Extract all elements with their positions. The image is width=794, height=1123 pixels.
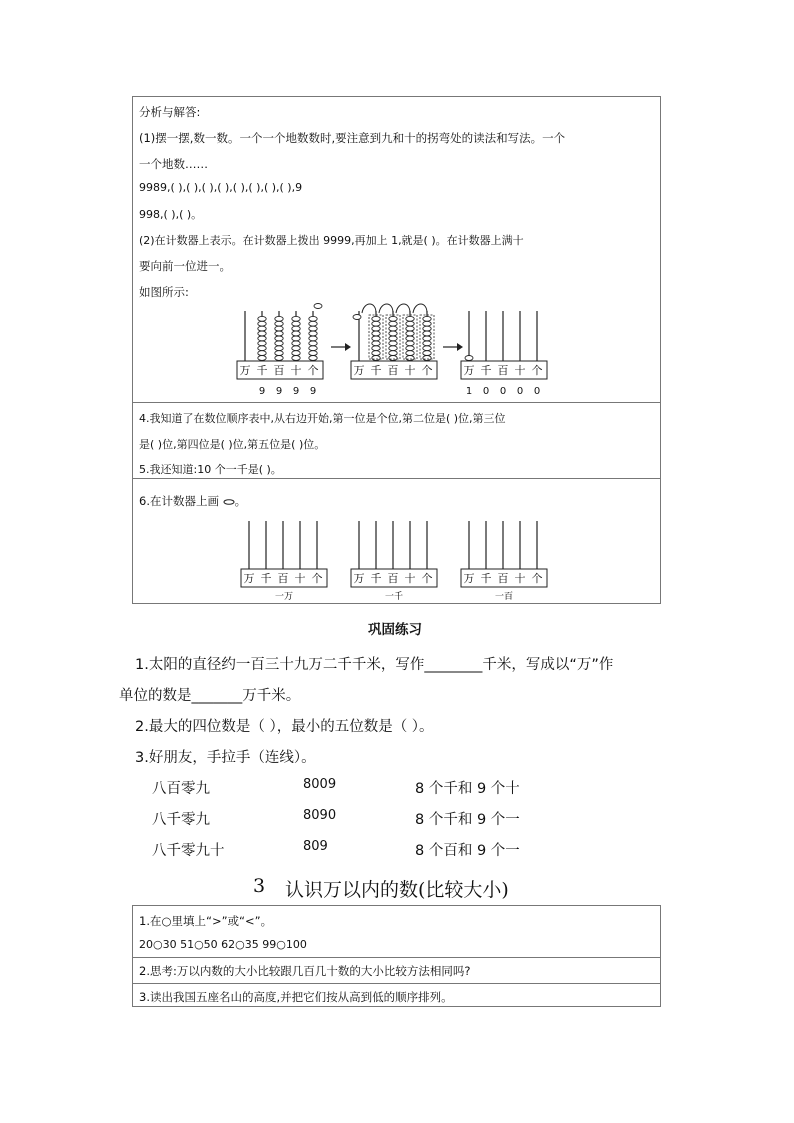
digit: 0 [533, 386, 541, 397]
bead [292, 321, 300, 326]
match-mid-1[interactable]: 8009 [303, 777, 337, 792]
bead [406, 326, 414, 331]
place-label: 个 [531, 572, 543, 585]
bead [275, 351, 283, 356]
bead [258, 321, 266, 326]
bead [309, 326, 317, 331]
bead [389, 346, 397, 351]
digit: 9 [292, 386, 300, 397]
analysis-line-3: 9989,( ),( ),( ),( ),( ),( ),( ),( ),9 [139, 181, 303, 194]
bead [292, 326, 300, 331]
bead [258, 336, 266, 341]
bead [275, 331, 283, 336]
bead [292, 341, 300, 346]
bead [309, 346, 317, 351]
bead [292, 316, 300, 321]
practice-q3: 3.好朋友，手拉手（连线）。 [135, 750, 316, 766]
match-mid-3[interactable]: 809 [303, 839, 328, 854]
bead [406, 341, 414, 346]
bead [389, 326, 397, 331]
bead [292, 331, 300, 336]
place-label: 百 [387, 572, 399, 585]
bead [258, 326, 266, 331]
bead [292, 351, 300, 356]
compare-q1-items: 20○30 51○50 62○35 99○100 [139, 938, 307, 951]
digit: 0 [499, 386, 507, 397]
digit: 1 [465, 386, 473, 397]
bead [275, 336, 283, 341]
abacus-9999 [236, 303, 328, 399]
bead [423, 331, 431, 336]
bead [372, 316, 380, 321]
analysis-line-6: 要向前一位进一。 [139, 259, 231, 273]
place-label: 百 [277, 572, 289, 585]
bead [275, 346, 283, 351]
compare-q2: 2.思考:万以内数的大小比较跟几百几十数的大小比较方法相同吗? [139, 964, 471, 978]
bead [406, 321, 414, 326]
match-right-1[interactable]: 8 个千和 9 个十 [415, 781, 520, 797]
abacus-carry [350, 303, 442, 383]
bead [406, 346, 414, 351]
bead [292, 336, 300, 341]
match-left-2[interactable]: 八千零九 [152, 812, 210, 828]
bead [292, 356, 300, 361]
analysis-line-4: 998,( ),( )。 [139, 208, 203, 221]
bead [309, 341, 317, 346]
place-label: 个 [421, 572, 433, 585]
place-label: 个 [531, 364, 543, 377]
practice-q2: 2.最大的四位数是（ ），最小的五位数是（ ）。 [135, 719, 434, 735]
place-label: 千 [256, 364, 268, 377]
place-label: 百 [387, 364, 399, 377]
bead [423, 316, 431, 321]
match-right-2[interactable]: 8 个千和 9 个一 [415, 812, 520, 828]
place-label: 万 [353, 572, 365, 585]
place-label: 万 [239, 364, 251, 377]
bead [258, 346, 266, 351]
bead [309, 331, 317, 336]
place-label: 个 [421, 364, 433, 377]
place-label: 千 [480, 364, 492, 377]
bead [423, 346, 431, 351]
digit: 9 [309, 386, 317, 397]
analysis-line-7: 如图所示: [139, 285, 189, 299]
place-label: 个 [307, 364, 319, 377]
digit: 9 [258, 386, 266, 397]
bead [406, 316, 414, 321]
place-label: 万 [463, 572, 475, 585]
bead [372, 331, 380, 336]
bead [406, 351, 414, 356]
bead [372, 346, 380, 351]
abacus-caption: 一百 [494, 592, 514, 601]
question-5: 5.我还知道:10 个一千是( )。 [139, 463, 282, 476]
place-label: 十 [294, 572, 306, 585]
place-label: 百 [497, 364, 509, 377]
place-label: 十 [290, 364, 302, 377]
place-label: 个 [311, 572, 323, 585]
arrow-right-icon [330, 342, 352, 352]
place-label: 万 [353, 364, 365, 377]
bead [423, 326, 431, 331]
compare-q1: 1.在○里填上“>”或“<”。 [139, 914, 273, 928]
question-6: 6.在计数器上画 。 [139, 494, 247, 508]
bead [389, 351, 397, 356]
digit: 9 [275, 386, 283, 397]
empty-abacus-10000 [240, 517, 332, 601]
match-right-3[interactable]: 8 个百和 9 个一 [415, 843, 520, 859]
abacus-caption: 一千 [384, 592, 404, 601]
match-left-1[interactable]: 八百零九 [152, 781, 210, 797]
bead [389, 336, 397, 341]
bead [258, 316, 266, 321]
place-label: 千 [480, 572, 492, 585]
place-label: 千 [370, 572, 382, 585]
compare-q3: 3.读出我国五座名山的高度,并把它们按从高到低的顺序排列。 [139, 990, 453, 1004]
analysis-heading: 分析与解答: [139, 105, 201, 119]
bead [372, 321, 380, 326]
analysis-line-5: (2)在计数器上表示。在计数器上拨出 9999,再加上 1,就是( )。在计数器上满十 [139, 234, 524, 247]
bead [406, 356, 414, 361]
place-label: 万 [243, 572, 255, 585]
digit: 0 [516, 386, 524, 397]
bead [275, 356, 283, 361]
bead [275, 341, 283, 346]
digit: 0 [482, 386, 490, 397]
bead [309, 336, 317, 341]
bead [309, 321, 317, 326]
place-label: 百 [497, 572, 509, 585]
bead [275, 321, 283, 326]
bead [372, 341, 380, 346]
bead [423, 321, 431, 326]
match-mid-2[interactable]: 8090 [303, 808, 337, 823]
bead [258, 356, 266, 361]
place-label: 十 [514, 572, 526, 585]
practice-q1-line-2: 单位的数是_______万千米。 [119, 688, 301, 704]
bead [423, 336, 431, 341]
bead [258, 341, 266, 346]
abacus-caption: 一万 [274, 592, 294, 601]
bead [406, 336, 414, 341]
bead [292, 346, 300, 351]
compare-divider [132, 983, 661, 984]
question-4-line-1: 4.我知道了在数位顺序表中,从右边开始,第一位是个位,第二位是( )位,第三位 [139, 412, 506, 425]
bead [406, 331, 414, 336]
bead-icon [223, 499, 235, 505]
abacus-10000 [460, 303, 552, 399]
question-4-line-2: 是( )位,第四位是( )位,第五位是( )位。 [139, 438, 326, 451]
analysis-line-1: (1)摆一摆,数一数。一个一个地数数时,要注意到九和十的拐弯处的读法和写法。一个 [139, 131, 566, 145]
practice-title: 巩固练习 [368, 622, 422, 638]
bead [372, 356, 380, 361]
question-6-text: 6.在计数器上画 [139, 494, 219, 508]
bead [389, 356, 397, 361]
bead [372, 336, 380, 341]
section-title: 认识万以内的数(比较大小) [285, 879, 509, 901]
bead [372, 351, 380, 356]
empty-abacus-1000 [350, 517, 442, 601]
bead [389, 341, 397, 346]
bead [275, 326, 283, 331]
place-label: 千 [370, 364, 382, 377]
bead [372, 326, 380, 331]
place-label: 十 [514, 364, 526, 377]
practice-q1-line-1: 1.太阳的直径约一百三十九万二千千米，写作________千米，写成以“万”作 [135, 657, 614, 673]
section-number: 3 [253, 875, 266, 897]
place-label: 十 [404, 364, 416, 377]
bead [423, 341, 431, 346]
bead [258, 331, 266, 336]
bead [309, 356, 317, 361]
match-left-3[interactable]: 八千零九十 [152, 843, 225, 859]
place-label: 十 [404, 572, 416, 585]
bead [258, 351, 266, 356]
bead [275, 316, 283, 321]
place-label: 万 [463, 364, 475, 377]
place-label: 百 [273, 364, 285, 377]
bead [423, 356, 431, 361]
bead [389, 321, 397, 326]
bead [389, 331, 397, 336]
analysis-line-2: 一个地数…… [139, 157, 208, 171]
bead [389, 316, 397, 321]
bead [309, 316, 317, 321]
bead [309, 351, 317, 356]
empty-abacus-100 [460, 517, 552, 601]
bead [423, 351, 431, 356]
compare-divider [132, 957, 661, 958]
place-label: 千 [260, 572, 272, 585]
